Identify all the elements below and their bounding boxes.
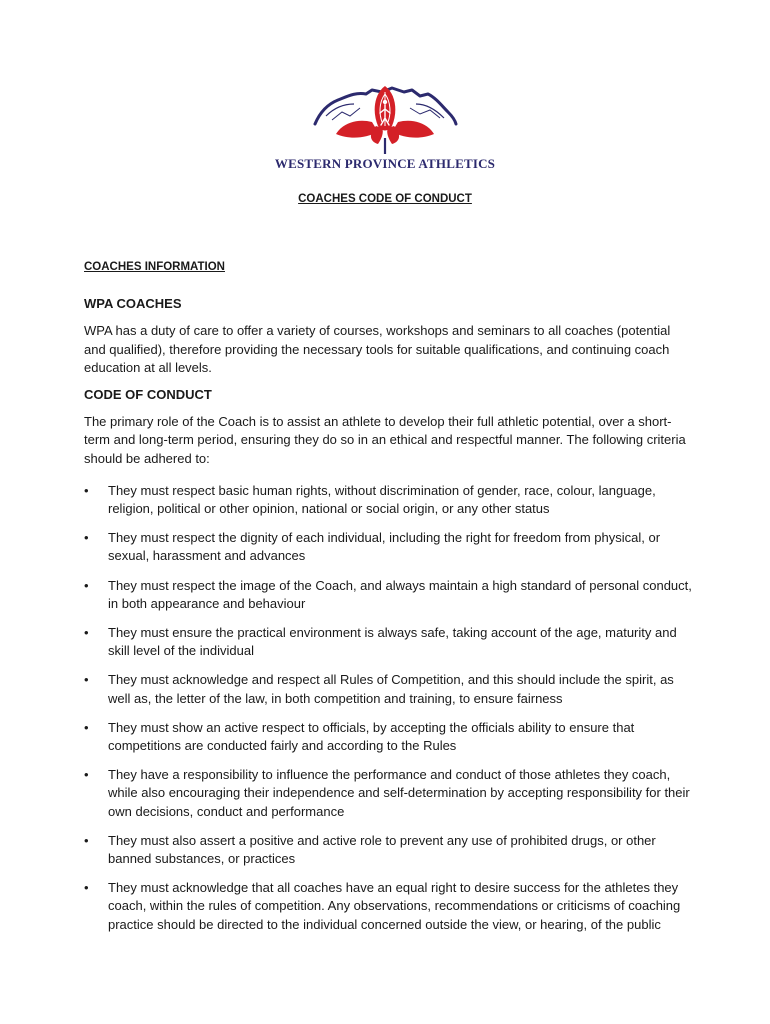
code-of-conduct-intro: The primary role of the Coach is to assist an athlete to develop their full athletic potential, over a short-term and long-term period, ensuring they do so in an ethical and respectful manner. The following criteria should be adhered to:	[84, 414, 686, 466]
bullet-icon: •	[84, 482, 89, 498]
wpa-coaches-heading: WPA COACHES	[84, 296, 182, 312]
list-item-text: They must show an active respect to officials, by accepting the officials ability to ensure that competitions are conducted fairly and according to the Rules	[108, 719, 635, 754]
list-item	[84, 482, 694, 518]
bullet-icon: •	[84, 832, 89, 848]
list-item	[84, 577, 694, 613]
section-label: COACHES INFORMATION	[84, 261, 225, 273]
list-item-text: They must acknowledge that all coaches have an equal right to desire success for the athletes they coach, within the rules of competition. Any observations, recommendations or criticisms of coaching practice should be directed to the individual concerned outside the view, or hearing, of the public	[108, 880, 681, 932]
list-item-text: They must also assert a positive and active role to prevent any use of prohibited drugs, or other banned substances, or practices	[108, 832, 656, 867]
wpa-logo-icon	[312, 82, 458, 158]
list-item	[84, 624, 694, 660]
bullet-icon: •	[84, 719, 89, 735]
organisation-name: WESTERN PROVINCE ATHLETICS	[274, 156, 496, 171]
document-body	[84, 258, 694, 945]
list-item	[84, 671, 694, 707]
code-of-conduct-heading: CODE OF CONDUCT	[84, 387, 212, 403]
conduct-criteria-list	[84, 482, 694, 934]
wpa-coaches-paragraph: WPA has a duty of care to offer a variety of courses, workshops and seminars to all coaches (potential and qualified), therefore providing the necessary tools for suitable qualifications, and continuing coach education at all levels.	[84, 323, 671, 375]
list-item	[84, 832, 694, 868]
bullet-icon: •	[84, 625, 89, 641]
list-item	[84, 529, 694, 565]
list-item	[84, 766, 694, 821]
bullet-icon: •	[84, 880, 89, 896]
document-title: COACHES CODE OF CONDUCT	[298, 193, 472, 205]
list-item-text: They must ensure the practical environment is always safe, taking account of the age, maturity and skill level of the individual	[108, 625, 677, 659]
list-item-text: They have a responsibility to influence the performance and conduct of those athletes they coach, while also encouraging their independence and self-determination by accepting responsibility for their own decisions, conduct and performance	[108, 767, 690, 819]
list-item-text: They must acknowledge and respect all Rules of Competition, and this should include the spirit, as well as, the letter of the law, in both competition and training, to ensure fairness	[108, 672, 674, 706]
list-item	[84, 879, 694, 934]
list-item-text: They must respect the dignity of each individual, including the right for freedom from physical, or sexual, harassment and advances	[108, 530, 661, 564]
bullet-icon: •	[84, 767, 89, 783]
list-item-text: They must respect the image of the Coach, and always maintain a high standard of personal conduct, in both appearance and behaviour	[108, 577, 692, 611]
list-item	[84, 719, 694, 755]
bullet-icon: •	[84, 672, 89, 688]
bullet-icon: •	[84, 530, 89, 546]
list-item-text: They must respect basic human rights, without discrimination of gender, race, colour, language, religion, political or other opinion, national or social origin, or any other status	[108, 482, 656, 517]
bullet-icon: •	[84, 577, 89, 593]
